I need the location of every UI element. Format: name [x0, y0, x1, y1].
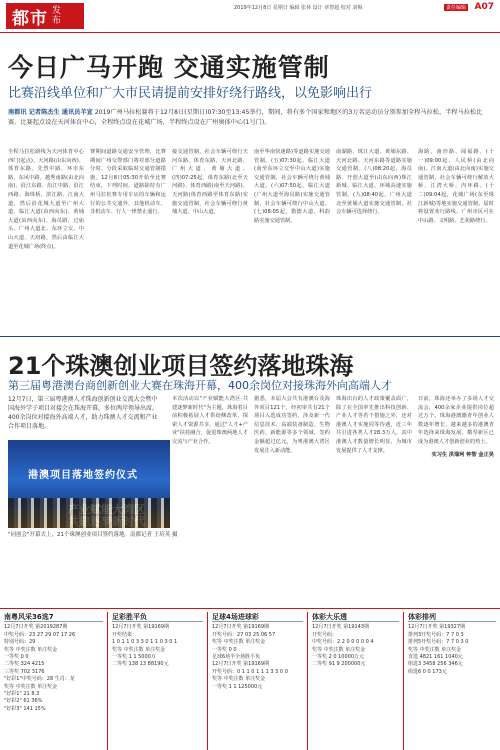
lottery-title: 足彩胜平负 [112, 614, 203, 622]
lottery-line: 二等奖 324 4215 [4, 661, 45, 668]
column-text: 日前，珠海还举办了多场人才交流会，400余家企业提供岗位超过万个。珠海港澳籍青年创业人数逐年增长，越来越多的港澳青年选择来珠海发展，横琴新区已成为港澳人才创新创业的热土。 [418, 396, 494, 445]
column: 全程马拉松路线为天河体育中心西门(起点)、天河路(由东向西)、体育东路、先烈中路、环市东路、东风中路、越秀南路(由北向南)、沿江东路、沿江中路、沿江西路、海珠桥、滨江路、江南大道，然后沿花城大道至广州大道、临江大道(由西向东)、黄埔大道(由西向东)、海员路，过庙头、广州大道北、东环立交、中山大道、天府路，然后由临江大道至花城广场(终点)。 [8, 149, 84, 250]
header-rule [0, 32, 500, 33]
lottery-line: 组选3 3458 256 346元 [408, 661, 463, 668]
lottery-line: 中奖号码：23 27 29 07 17 26 [4, 631, 76, 638]
lottery-line: 二等奖 91 9 200000元 [312, 661, 366, 668]
column: 赛期间道路交通安全管理，比赛期间广州交警部门将对部分道路分时、分段采取临时交通管制措施。12月8日05:30开始至比赛结束，下列时间，道路除持有广州马拉松赛专用车证的车辆和运行的公共交通外，其他机动车、非机动车、行人一律禁止通行。 [90, 149, 166, 216]
lead-marathon [8, 108, 494, 128]
column: 珠海出台的人才政策覆盖面广，除了在全国率先推出科技创新、产业人才等若干措施之外，还对港澳人才实施同等待遇，近三年共引进各类人才28.3万人，其中港澳人才数量增长明显，为城市发展提供了人才支撑。 [336, 396, 412, 454]
editor-tag: 责任编辑 [445, 5, 466, 11]
byline-zhuhai: 实习生 洪瑞珂 钟智 金正昊 [431, 451, 494, 458]
lottery-line: 排列5开奖号码：7 7 0 3 0 [408, 639, 469, 646]
lottery-line: 一等奖 2 0 10000万元 [312, 654, 365, 661]
column: 接交通管制，社会车辆可绕行天河东路、体育东路、天河北路、广州大道、黄埔大道。(四)07:25起，体育东路(北至天河路)、体育西路(南至天河路)、天河路(体育西路至体育东路)实施交通管制，社会车辆可绕行黄埔大道、中山大道。 [172, 149, 248, 216]
lottery-rule [0, 608, 500, 609]
lottery-line: 中奖号码：2 2 0 0 0 0 0 4 [312, 639, 374, 646]
photo-people [8, 498, 170, 528]
byline-marathon: 南都讯 记者陈杰生 通讯员羊宣 [8, 109, 93, 116]
lottery-line: 特别号码：29 [4, 639, 36, 646]
column: 南湖路、珠江大道、黄埔东路、天河北路、天河东路等道路实施交通管制。(八)08:20起，海员路、开创大道至(由东向西)珠江新城、临江大道、环城高速实施管制。(九)08:40起，广州大道北至黄埔大道实施交通管制，社会车辆可选择绕行。 [336, 149, 412, 216]
lottery-line: 足球6场半全场胜平负 [212, 654, 261, 661]
lottery-line: 奖等 中奖注数 单注奖金 [4, 646, 58, 653]
photo-banner: 港澳项目落地签约仪式 [28, 470, 138, 481]
section-subtitle: 发布 [52, 6, 62, 26]
subhead-marathon: 比赛沿线单位和广大市民请提前安排好绕行路线，以免影响出行 [8, 86, 373, 101]
subhead-zhuhai: 第三届粤港澳台商创新创业大赛在珠海开幕，400余岗位对接珠海外向高端人才 [8, 379, 392, 392]
lottery-line: 一等奖 1 1 5000万 [112, 654, 156, 661]
lottery-line: 一等奖 1 1 125000元 [212, 683, 263, 690]
lottery-line: 奖等 中奖注数 单注奖金 [212, 676, 266, 683]
column: 南至华南快速路)等道路实施交通管制。(五)07:30起，临江大道(南至东环立交至中山大道)实施交通管制，社会车辆可绕行黄埔大道。(六)07:50起，临江大道(广州大道至海员路)实施交通管制，社会车辆可绕行中山大道。(七)08:05起，猎德大道、科韵路实施交通管制。 [254, 149, 330, 224]
lottery-section [0, 612, 500, 750]
lottery-box [308, 612, 404, 750]
lottery-title: 足球4场进球彩 [212, 614, 303, 622]
photo-caption: "同创会"开幕式上，21个珠澳创业项目签约落地。南都记者 王培英 摄 [8, 532, 178, 538]
lottery-box [108, 612, 208, 750]
lottery-line: 直选 4821 161 1040元 [408, 654, 463, 661]
lottery-line: "好彩1"中奖号码：28 生肖：龙 [4, 676, 75, 683]
page-header [0, 0, 500, 32]
lottery-title: 体彩排列 [408, 614, 496, 622]
body-zhuhai [172, 395, 494, 600]
lottery-title: 南粤风采36选7 [4, 614, 103, 622]
body-marathon [8, 148, 494, 328]
lottery-line: "好彩2" 61 36% [4, 698, 43, 705]
lottery-line: 1 0 1 1 0 3 3 0 1 1 0 3 0 1 [112, 639, 178, 646]
headline-zhuhai: 21个珠澳创业项目签约落地珠海 [8, 352, 354, 380]
column: 据悉，本届大会共有港澳台及海外项目121个，经初审共有21个项目入选成功签约，涉及新一代信息技术、高端装备制造、生物医药、新能源等多个领域，签约金额超过亿元，为粤港澳大湾区发展注入新动能。 [254, 396, 330, 454]
lottery-line: 组选6 0 0 173元 [408, 668, 447, 675]
column [418, 395, 494, 600]
lottery-line: 奖等 中奖注数 单注奖金 [408, 646, 462, 653]
lottery-box [208, 612, 308, 750]
lottery-line: 12月7日开奖 第19169期 [212, 661, 270, 668]
lottery-line: 二等奖 138 13 88190元 [112, 661, 169, 668]
lottery-line: 三等奖 702 3176 [4, 668, 45, 675]
lottery-line: 12月7日开奖 第19143期 [312, 624, 370, 631]
column: 海路、南沙路、阅福路。(十一)09:00起，人民桥(由北向南)、江南大道(由北向南)实施交通管制，社会车辆可绕行解放大桥、江湾大桥、内环路。(十二)09:04起，花城广场(东至珠江新城)等地实施交通管制，届时将设置劝行路线。广州市民可在中山路、文明路、艺苑路绕行。 [418, 149, 494, 224]
section-logo [6, 3, 84, 29]
lottery-line: 开奖号码：0 1 1 0 1 1 1 3 3 0 0 [212, 668, 288, 675]
lottery-line: 12月7日开奖 第19169期 [112, 624, 170, 631]
column: 本次活动以"产业赋能大湾区·共建逐梦新时代"为主题，珠海着目前积极拓展人才供给侧改革，探索人才资源共享，通过"人才+产业"扶持融合，促进珠澳两地人才交流与产业合作。 [172, 396, 248, 445]
event-photo [8, 440, 170, 528]
intro-zhuhai: 12月7日，第三届粤港澳人才珠海创新创业交流大会暨中国海外学子项目对接会在珠海开幕，多位两岸领导出席。400余岗位对接海外高端人才，助力珠澳人才交流和产业合作项目落地。 [8, 396, 159, 430]
lottery-line: 开奖号码：27 03 25 06 57 [212, 631, 276, 638]
lottery-line: 开奖结果： [112, 631, 138, 638]
lottery-box [0, 612, 108, 750]
lottery-line: 一等奖 0 0 [4, 654, 29, 661]
lottery-line: 排列3开奖号码：7 7 0 3 [408, 631, 464, 638]
lottery-line: 奖等 中奖注数 单注奖金 [112, 646, 166, 653]
lottery-line: 12月7日开奖 第19327期 [408, 624, 466, 631]
lottery-line: 奖等 中奖注数 单注奖金 [312, 646, 366, 653]
lottery-line: 奖等 中奖注数 单注奖金 [212, 639, 266, 646]
headline-marathon: 今日广马开跑 交通实施管制 [8, 53, 330, 82]
lottery-line: 奖等 中奖注数 单注奖金 [4, 683, 58, 690]
edition-info: 2019年12月8日 星期日 编辑 张林 设计 章智超 校对 刘梅 [234, 5, 363, 11]
lead-text: 2019广州马拉松赛将于12月8日(星期日)07:30至13:45举行，期间，将有多个国家和地区的3万名运动员分别参加全程马拉松、半程马拉松比赛。比赛起点设在天河体育中心，全程终点设在花城广场，半程终点设在广州奥体中心(1号门)。 [8, 109, 483, 126]
lottery-line: 开奖号码： [312, 631, 338, 638]
lottery-line: "好彩3" 141 15% [4, 705, 46, 712]
section-divider [0, 336, 500, 337]
lottery-box [404, 612, 500, 750]
lottery-title: 体彩大乐透 [312, 614, 399, 622]
lottery-line: 12月7日开奖 第19169期 [212, 624, 270, 631]
lottery-line: 12月7日开奖 第2019287期 [4, 624, 68, 631]
lottery-line: "好彩1" 21 8.3 [4, 691, 40, 698]
lottery-line: 一等奖 0 0 [212, 646, 237, 653]
page-number: A07 [474, 2, 494, 12]
section-title: 都市 [12, 8, 48, 29]
